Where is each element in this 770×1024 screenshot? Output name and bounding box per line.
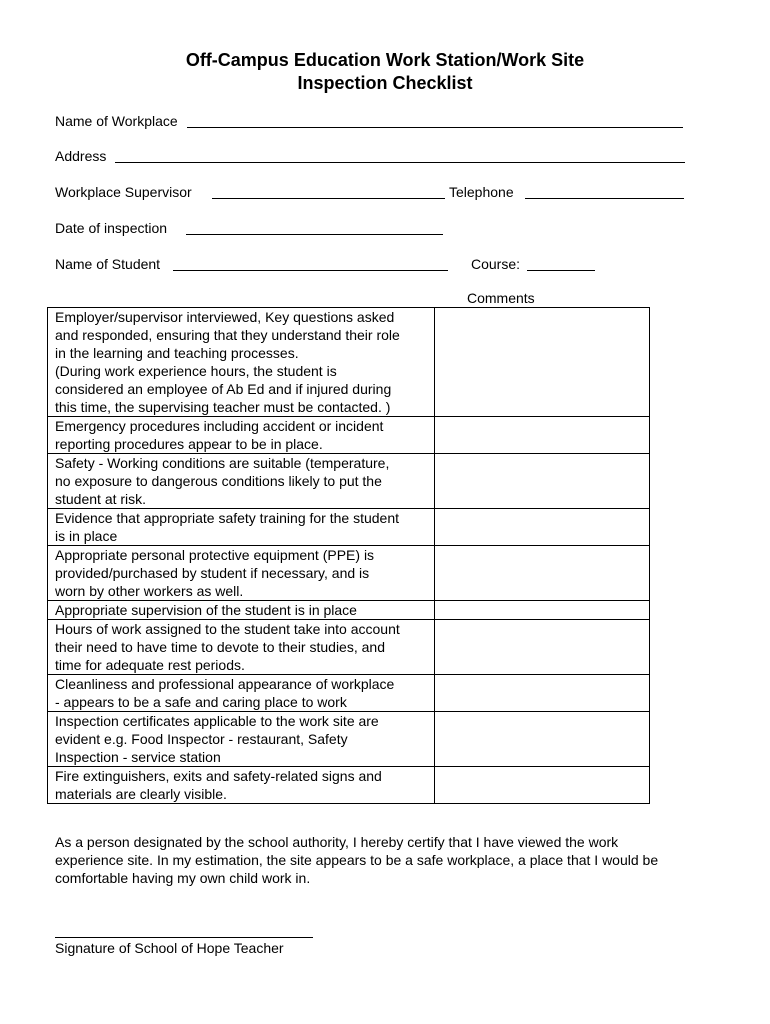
checklist-item-line: and responded, ensuring that they understand their role [55, 327, 400, 343]
checklist-row [48, 417, 650, 454]
checklist-comment-cell[interactable] [435, 454, 650, 509]
student-field[interactable] [173, 270, 448, 271]
course-field[interactable] [527, 270, 595, 271]
telephone-field[interactable] [525, 198, 684, 199]
title-line-1: Off-Campus Education Work Station/Work Site [185, 50, 585, 70]
comments-header: Comments [467, 290, 535, 306]
checklist-item-line: Fire extinguishers, exits and safety-related signs and [55, 768, 382, 784]
signature-field[interactable] [55, 937, 313, 938]
checklist-comment-cell[interactable] [435, 308, 650, 417]
checklist-item-line: is in place [55, 528, 118, 544]
checklist-item-line: Inspection - service station [55, 749, 221, 765]
checklist-comment-cell[interactable] [435, 712, 650, 767]
address-label: Address [55, 148, 107, 164]
checklist-item-line: Hours of work assigned to the student take into account [55, 621, 400, 637]
checklist-item-line: provided/purchased by student if necessary, and is [55, 565, 370, 581]
certification-statement [55, 833, 745, 887]
checklist-comment-cell[interactable] [435, 767, 650, 804]
checklist-row [48, 712, 650, 767]
workplace-label: Name of Workplace [55, 113, 178, 129]
checklist-row [48, 767, 650, 804]
checklist-comment-cell[interactable] [435, 509, 650, 546]
checklist-item-line: Evidence that appropriate safety training for the student [55, 510, 399, 526]
checklist-item-line: Emergency procedures including accident or incident [55, 418, 384, 434]
checklist-item [48, 601, 435, 620]
date-field[interactable] [186, 234, 443, 235]
certification-line: experience site. In my estimation, the site appears to be a safe workplace, a place that I would be [55, 852, 659, 868]
signature-label: Signature of School of Hope Teacher [55, 940, 284, 956]
checklist-item-line: - appears to be a safe and caring place to work [55, 694, 347, 710]
checklist-item-line: evident e.g. Food Inspector - restaurant, Safety [55, 731, 348, 747]
student-label: Name of Student [55, 256, 161, 272]
checklist-row [48, 546, 650, 601]
checklist-item-line: Cleanliness and professional appearance of workplace [55, 676, 395, 692]
checklist-item-line: Employer/supervisor interviewed, Key questions asked [55, 309, 395, 325]
telephone-label: Telephone [449, 184, 514, 200]
title-line-2: Inspection Checklist [297, 73, 473, 93]
supervisor-label: Workplace Supervisor [55, 184, 192, 200]
course-label: Course: [471, 256, 521, 272]
checklist-comment-cell[interactable] [435, 620, 650, 675]
checklist-item [48, 509, 435, 546]
checklist-table [47, 307, 650, 804]
checklist-row [48, 308, 650, 417]
checklist-item-line: reporting procedures appear to be in place. [55, 436, 323, 452]
checklist-item [48, 308, 435, 417]
checklist-item [48, 454, 435, 509]
checklist-item-line: Inspection certificates applicable to the work site are [55, 713, 379, 729]
certification-line: comfortable having my own child work in. [55, 870, 311, 886]
checklist-row [48, 601, 650, 620]
checklist-item-line: time for adequate rest periods. [55, 657, 245, 673]
checklist-comment-cell[interactable] [435, 675, 650, 712]
certification-line: As a person designated by the school authority, I hereby certify that I have viewed the work [55, 834, 619, 850]
checklist-row [48, 620, 650, 675]
checklist-comment-cell[interactable] [435, 546, 650, 601]
supervisor-field[interactable] [212, 198, 445, 199]
checklist-item-line: student at risk. [55, 491, 147, 507]
checklist-item [48, 417, 435, 454]
checklist-item-line: Appropriate supervision of the student is in place [55, 602, 357, 618]
date-label: Date of inspection [55, 220, 168, 236]
checklist-row [48, 675, 650, 712]
checklist-comment-cell[interactable] [435, 601, 650, 620]
checklist-item-line: materials are clearly visible. [55, 786, 227, 802]
checklist-item-line: in the learning and teaching processes. [55, 345, 299, 361]
checklist-row [48, 454, 650, 509]
checklist-comment-cell[interactable] [435, 417, 650, 454]
checklist-item [48, 767, 435, 804]
checklist-item-line: (During work experience hours, the student is [55, 363, 337, 379]
checklist-item-line: this time, the supervising teacher must be contacted. ) [55, 399, 391, 415]
checklist-item-line: their need to have time to devote to their studies, and [55, 639, 385, 655]
checklist-item [48, 675, 435, 712]
checklist-row [48, 509, 650, 546]
checklist-item [48, 712, 435, 767]
checklist-item-line: Appropriate personal protective equipment (PPE) is [55, 547, 375, 563]
checklist-item [48, 620, 435, 675]
checklist-item [48, 546, 435, 601]
checklist-item-line: Safety - Working conditions are suitable (temperature, [55, 455, 390, 471]
checklist-item-line: no exposure to dangerous conditions likely to put the [55, 473, 382, 489]
checklist-item-line: worn by other workers as well. [55, 583, 244, 599]
address-field[interactable] [115, 162, 685, 163]
workplace-field[interactable] [187, 127, 683, 128]
checklist-item-line: considered an employee of Ab Ed and if injured during [55, 381, 392, 397]
